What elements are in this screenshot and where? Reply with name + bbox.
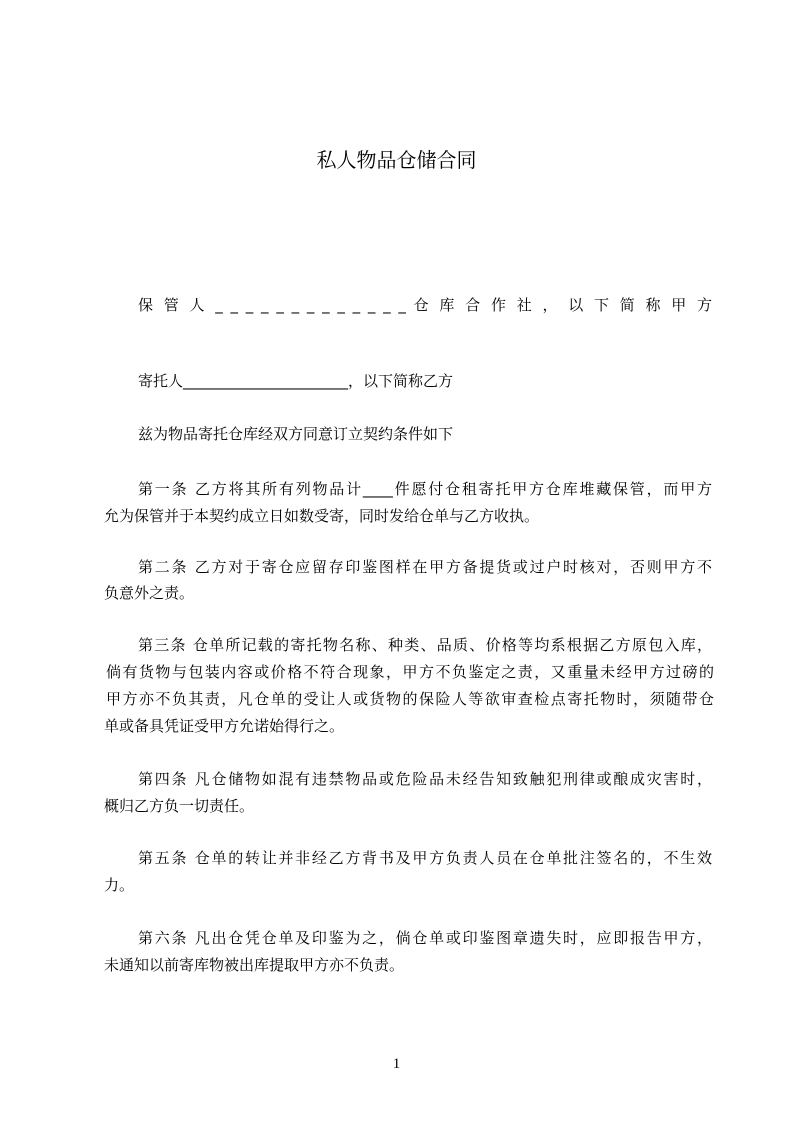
article-3-line-3: 甲方亦不负其责，凡仓单的受让人或货物的保险人等欲审查检点寄托物时，须随带仓 [106, 690, 714, 708]
article-1-line-1: 第一条 乙方将其所有列物品计____件愿付仓租寄托甲方仓库堆藏保管，而甲方 [138, 480, 712, 498]
article-1-line-2: 允为保管并于本契约成立日如数受寄，同时发给仓单与乙方收执。 [104, 507, 540, 525]
document-title: 私人物品仓储合同 [316, 148, 477, 172]
article-5-line-1: 第五条 仓单的转让并非经乙方背书及甲方负责人员在仓单批注签名的，不生效 [138, 849, 712, 867]
article-4-line-2: 概归乙方负一切责任。 [104, 797, 255, 815]
party-b-line: 寄托人______________________，以下简称乙方 [138, 372, 454, 390]
article-6-line-2: 未通知以前寄库物被出库提取甲方亦不负责。 [104, 956, 405, 974]
article-2-line-2: 负意外之责。 [104, 584, 195, 602]
party-a-line: 保 管 人 _ _ _ _ _ _ _ _ _ _ _ _ _ 仓 库 合 作 社 ， 以 下 简 称 甲 方 [138, 296, 712, 314]
article-2-line-1: 第二条 乙方对于寄仓应留存印鉴图样在甲方备提货或过户时核对，否则甲方不 [138, 558, 712, 576]
preamble: 兹为物品寄托仓库经双方同意订立契约条件如下 [138, 425, 454, 443]
article-3-line-2: 倘有货物与包装内容或价格不符合现象，甲方不负鉴定之责，又重量未经甲方过磅的 [106, 663, 714, 681]
page-number: 1 [392, 1056, 401, 1072]
article-3-line-4: 单或备具凭证受甲方允诺始得行之。 [104, 717, 345, 735]
article-3-line-1: 第三条 仓单所记载的寄托物名称、种类、品质、价格等均系根据乙方原包入库， [138, 636, 712, 654]
article-4-line-1: 第四条 凡仓储物如混有违禁物品或危险品未经告知致触犯刑律或酿成灾害时， [138, 770, 712, 788]
article-5-line-2: 力。 [104, 876, 135, 894]
article-6-line-1: 第六条 凡出仓凭仓单及印鉴为之，倘仓单或印鉴图章遗失时，应即报告甲方， [138, 929, 712, 947]
